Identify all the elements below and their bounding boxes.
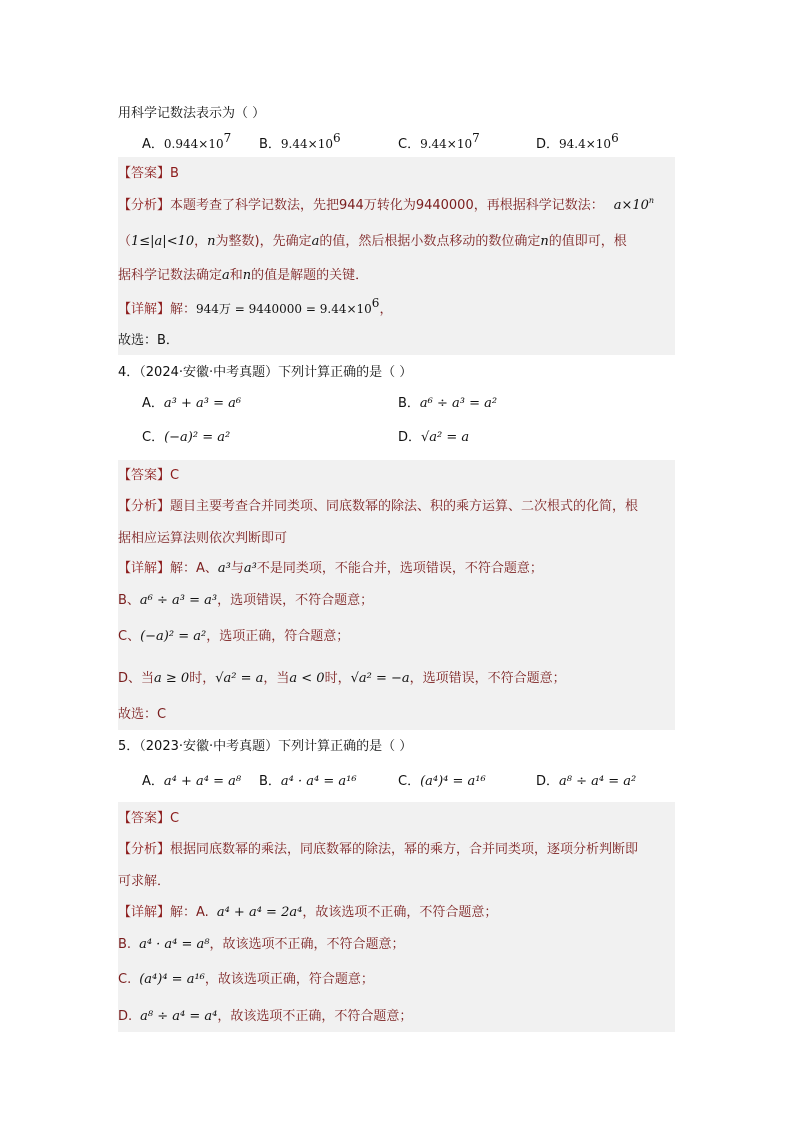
q3-stem: 用科学记数法表示为（ ） bbox=[118, 106, 266, 121]
q3-answer: 【答案】B bbox=[118, 166, 179, 181]
q4-option-d: D．√a² = a bbox=[398, 430, 470, 445]
q5-option-b: B．a⁴ · a⁴ = a¹⁶ bbox=[259, 774, 357, 789]
q4-option-a: A．a³ + a³ = a⁶ bbox=[142, 396, 242, 411]
q5-detail-c: C. (a⁴)⁴ = a¹⁶，故该选项正确，符合题意； bbox=[118, 972, 374, 987]
q5-analysis-line-2: 可求解． bbox=[118, 874, 171, 889]
q3-analysis-line-1: 【分析】本题考查了科学记数法，先把944万转化为9440000，再根据科学记数法： $a\times 10^n$ bbox=[118, 196, 655, 213]
q5-analysis-line-1: 【分析】根据同底数幂的乘法，同底数幂的除法，幂的乘方，合并同类项，逐项分析判断即 bbox=[118, 842, 639, 857]
q5-detail-d: D. a⁸ ÷ a⁴ = a⁴，故该选项不正确，不符合题意； bbox=[118, 1009, 413, 1024]
q3-option-b: B．$9.44\times 10^6$ bbox=[259, 131, 341, 152]
q4-option-b: B．a⁶ ÷ a³ = a² bbox=[398, 396, 498, 411]
q4-detail-c: C、(−a)² = a²，选项正确，符合题意； bbox=[118, 629, 350, 644]
q4-answer: 【答案】C bbox=[118, 468, 180, 483]
q5-stem: 5．（2023·安徽·中考真题）下列计算正确的是（ ） bbox=[118, 739, 413, 754]
q3-detail: 【详解】解：944万 = $9440000 = 9.44\times 10^6$， bbox=[118, 296, 393, 317]
q5-option-d: D．a⁸ ÷ a⁴ = a² bbox=[536, 774, 637, 789]
q3-analysis-line-3: 据科学记数法确定a和n的值是解题的关键． bbox=[118, 268, 369, 283]
q5-detail-a: 【详解】解：A. a⁴ + a⁴ = 2a⁴，故该选项不正确，不符合题意； bbox=[118, 905, 498, 920]
q4-analysis-line-2: 据相应运算法则依次判断即可 bbox=[118, 531, 288, 546]
q3-solution-box bbox=[118, 157, 675, 355]
q3-option-a: A．$0.944\times 10^7$ bbox=[142, 131, 232, 152]
q4-detail-d: D、当a ≥ 0时，√a² = a，当a < 0时，√a² = −a，选项错误，不符合题意； bbox=[118, 671, 566, 686]
q4-stem: 4．（2024·安徽·中考真题）下列计算正确的是（ ） bbox=[118, 365, 413, 380]
q3-choose: 故选：B． bbox=[118, 333, 179, 348]
q5-option-c: C．(a⁴)⁴ = a¹⁶ bbox=[398, 774, 486, 789]
q5-detail-b: B. a⁴ · a⁴ = a⁸，故该选项不正确，不符合题意； bbox=[118, 937, 405, 952]
q5-answer: 【答案】C bbox=[118, 811, 180, 826]
q5-option-a: A．a⁴ + a⁴ = a⁸ bbox=[142, 774, 242, 789]
q4-option-c: C．(−a)² = a² bbox=[142, 430, 231, 445]
q4-analysis-line-1: 【分析】题目主要考查合并同类项、同底数幂的除法、积的乘方运算、二次根式的化简，根 bbox=[118, 499, 639, 514]
q4-detail-a: 【详解】解：A、a³与a³不是同类项，不能合并，选项错误，不符合题意； bbox=[118, 561, 543, 576]
q3-analysis-line-2: （1≤|a|<10，n为整数)，先确定a的值，然后根据小数点移动的数位确定n的值即可，根 bbox=[118, 234, 627, 249]
q4-choose: 故选：C bbox=[118, 707, 167, 722]
q4-detail-b: B、a⁶ ÷ a³ = a³，选项错误，不符合题意； bbox=[118, 593, 374, 608]
q3-option-d: D．$94.4\times 10^6$ bbox=[536, 131, 619, 152]
q3-option-c: C．$9.44\times 10^7$ bbox=[398, 131, 480, 152]
